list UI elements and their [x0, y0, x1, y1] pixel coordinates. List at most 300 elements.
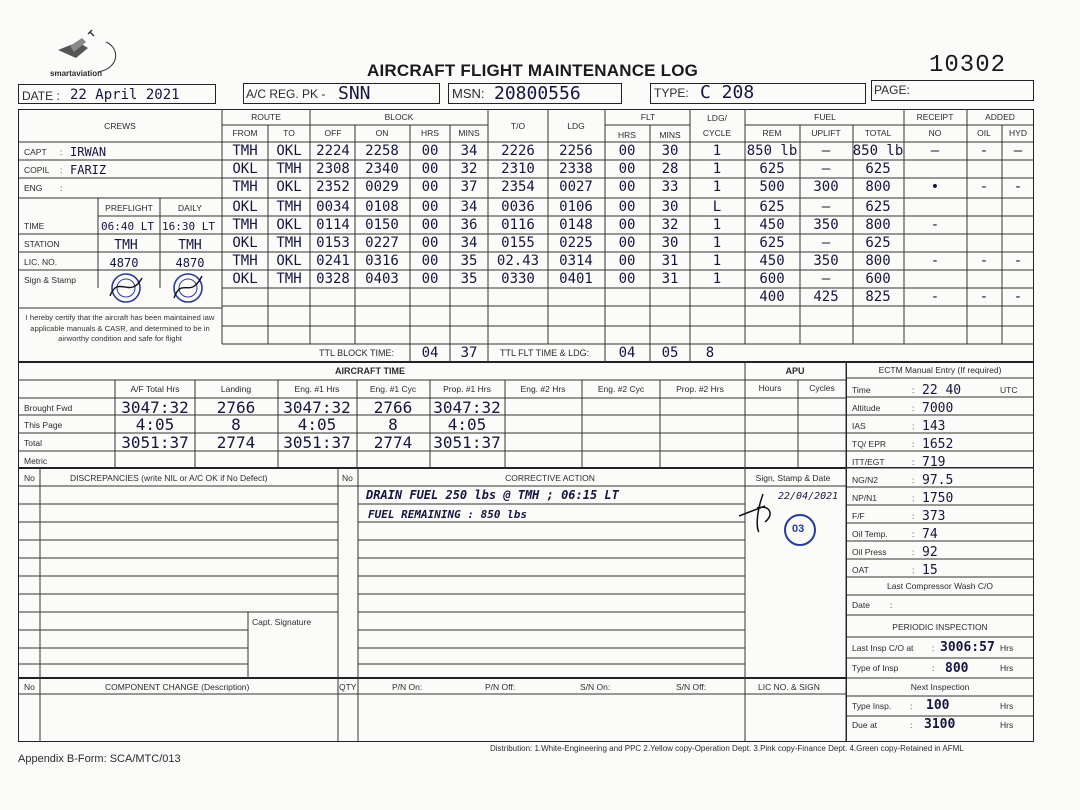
ectm-itt-label: ITT/EGT [852, 457, 885, 467]
copil-name: FARIZ [70, 163, 107, 177]
ectm-oilpress-label: Oil Press [852, 547, 887, 557]
flight-mins: 32 [661, 217, 679, 233]
receipt-no: — [930, 143, 940, 159]
copil-label: COPIL [24, 165, 50, 175]
disc-no-label: No [24, 473, 35, 483]
ectm-time-colon: : [912, 385, 915, 395]
aircraft-time-value: 3047:32 [283, 398, 351, 417]
type-insp-label: Type of Insp [852, 663, 899, 673]
fuel-rem: 625 [759, 199, 785, 215]
aircraft-time-header: Prop. #1 Hrs [443, 384, 491, 394]
time-daily: 16:30 LT [162, 220, 215, 233]
block-hrs: 00 [421, 235, 439, 251]
capt-signature-label: Capt. Signature [252, 617, 312, 627]
fuel-uplift: — [821, 199, 831, 215]
aircraft-time-value: 2774 [216, 433, 256, 452]
block-hrs: 00 [421, 143, 439, 159]
disc-title: DISCREPANCIES (write NIL or A/C OK if No Defect) [70, 473, 268, 483]
col-to: TO [283, 128, 295, 138]
block-hrs: 00 [421, 271, 439, 287]
ldg-cycle: 1 [712, 143, 722, 159]
copil-colon: : [60, 165, 63, 175]
landing-time: 0225 [559, 235, 593, 251]
form-number: Appendix B-Form: SCA/MTC/013 [18, 753, 181, 765]
fuel-total: 800 [865, 179, 891, 195]
col-block: BLOCK [384, 112, 414, 122]
ectm-np-label: NP/N1 [852, 493, 878, 503]
aircraft-time-value: 3051:37 [283, 433, 351, 452]
block-mins: 37 [460, 179, 478, 195]
flight-mins: 33 [661, 179, 679, 195]
col-oil: OIL [977, 128, 991, 138]
type-insp-unit: Hrs [1000, 663, 1014, 673]
col-hyd: HYD [1009, 128, 1027, 138]
msn-value: 20800556 [494, 83, 581, 104]
col-ldg-cycle-2: CYCLE [702, 128, 732, 138]
form-title: AIRCRAFT FLIGHT MAINTENANCE LOG [367, 61, 699, 80]
block-off: 0241 [316, 253, 350, 269]
flight-from: OKL [232, 235, 258, 251]
due-value: 3100 [924, 717, 956, 732]
takeoff-time: 0155 [501, 235, 535, 251]
next-type-colon: : [910, 701, 913, 711]
col-total: TOTAL [864, 128, 892, 138]
acreg-label: A/C REG. PK - [246, 87, 326, 101]
fuel-total: 600 [865, 271, 891, 287]
flight-to: OKL [276, 253, 302, 269]
added-oil: - [979, 253, 989, 269]
aircraft-time-value: 4:05 [447, 415, 487, 434]
col-ldg-cycle: LDG/ [707, 113, 727, 123]
ttl-block-mins: 37 [460, 345, 478, 361]
aircraft-time-value: 2766 [216, 398, 256, 417]
lic-preflight: 4870 [109, 256, 139, 270]
ectm-ias-value: 143 [922, 419, 946, 434]
aircraft-time-row-label: Total [24, 438, 42, 448]
receipt-no: - [930, 253, 940, 269]
capt-colon: : [60, 147, 63, 157]
ectm-title: ECTM Manual Entry (If required) [878, 365, 1002, 375]
last-insp-value: 3006:57 [940, 640, 995, 655]
flight-to: OKL [276, 143, 302, 159]
ectm-oiltemp-colon: : [912, 529, 915, 539]
block-hrs: 00 [421, 199, 439, 215]
ectm-ias-label: IAS [852, 421, 866, 431]
block-on: 2258 [365, 143, 399, 159]
col-flt: FLT [640, 112, 656, 122]
ectm-tq-colon: : [912, 439, 915, 449]
page-label: PAGE: [874, 83, 910, 97]
fuel-uplift: — [821, 161, 831, 177]
aircraft-time-header: Eng. #1 Hrs [294, 384, 340, 394]
sign-stamp-date-label: Sign, Stamp & Date [755, 473, 831, 483]
aircraft-time-value: 4:05 [297, 415, 337, 434]
receipt-no: • [930, 179, 940, 195]
col-route: ROUTE [251, 112, 281, 122]
col-to-time: T/O [510, 121, 526, 131]
lic-daily: 4870 [175, 256, 205, 270]
next-type-label: Type Insp. [852, 701, 892, 711]
block-mins: 35 [460, 271, 478, 287]
fuel-rem: 400 [759, 289, 785, 305]
aircraft-time-value: 4:05 [135, 415, 175, 434]
ectm-oilpress-value: 92 [922, 545, 938, 560]
flight-to: TMH [276, 235, 302, 251]
flight-from: TMH [232, 179, 258, 195]
landing-time: 0314 [559, 253, 593, 269]
apu-hours: Hours [758, 383, 782, 393]
col-receipt: RECEIPT [916, 112, 954, 122]
ldg-cycle: 1 [712, 271, 722, 287]
aircraft-time-value: 2766 [373, 398, 413, 417]
capt-name: IRWAN [70, 145, 107, 159]
ectm-np-colon: : [912, 493, 915, 503]
landing-time: 0401 [559, 271, 593, 287]
flight-mins: 30 [661, 143, 679, 159]
aircraft-time-title: AIRCRAFT TIME [335, 366, 405, 376]
capt-label: CAPT [24, 147, 47, 157]
last-insp-unit: Hrs [1000, 643, 1014, 653]
block-on: 0150 [365, 217, 399, 233]
pn-on-label: P/N On: [392, 682, 423, 692]
compressor-title: Last Compressor Wash C/O [887, 581, 993, 591]
takeoff-time: 2354 [501, 179, 535, 195]
corrective-action-line-1: DRAIN FUEL 250 lbs @ TMH ; 06:15 LT [366, 488, 619, 502]
time-preflight: 06:40 LT [101, 220, 154, 233]
fuel-total: 850 lb [852, 143, 904, 159]
station-label: STATION [24, 239, 60, 249]
ectm-itt-colon: : [912, 457, 915, 467]
time-label: TIME [24, 221, 45, 231]
ectm-time-value: 22 40 [922, 383, 962, 398]
block-on: 2340 [365, 161, 399, 177]
landing-time: 0027 [559, 179, 593, 195]
daily-label: DAILY [178, 203, 202, 213]
flight-hrs: 00 [618, 271, 636, 287]
eng-colon: : [60, 183, 63, 193]
ldg-cycle: 1 [712, 179, 722, 195]
block-on: 0316 [365, 253, 399, 269]
ectm-ff-colon: : [912, 511, 915, 521]
landing-time: 2256 [559, 143, 593, 159]
takeoff-time: 0330 [501, 271, 535, 287]
aircraft-time-header: Eng. #2 Cyc [597, 384, 645, 394]
stamp-number: 03 [792, 523, 805, 535]
date-label: DATE : [22, 89, 60, 103]
block-off: 2224 [316, 143, 350, 159]
col-receipt-no: NO [928, 128, 942, 138]
ttl-block-hrs: 04 [421, 345, 439, 361]
serial-number: 10302 [929, 52, 1007, 79]
ectm-altitude-label: Altitude [852, 403, 881, 413]
next-type-value: 100 [926, 698, 950, 713]
apu-title: APU [785, 366, 805, 376]
flight-hrs: 00 [618, 217, 636, 233]
ectm-ff-value: 373 [922, 509, 946, 524]
col-from: FROM [232, 128, 258, 138]
fuel-rem: 450 [759, 217, 785, 233]
fuel-total: 825 [865, 289, 891, 305]
aircraft-time-header: Prop. #2 Hrs [676, 384, 724, 394]
flight-hrs: 00 [618, 235, 636, 251]
block-off: 0328 [316, 271, 350, 287]
ldg-cycle: 1 [712, 161, 722, 177]
next-insp-title: Next Inspection [910, 682, 970, 692]
station-daily: TMH [178, 238, 202, 253]
due-label: Due at [852, 720, 878, 730]
fuel-rem: 625 [759, 235, 785, 251]
aircraft-time-header: A/F Total Hrs [130, 384, 180, 394]
flight-from: OKL [232, 199, 258, 215]
block-off: 2352 [316, 179, 350, 195]
corrective-action-line-2: FUEL REMAINING : 850 lbs [368, 508, 527, 521]
flight-to: OKL [276, 179, 302, 195]
added-hyd: - [1013, 253, 1023, 269]
certify-text: I hereby certify that the aircraft has been maintained iaw applicable manuals & CASR, and determined to be in airworthy condition and safe for flight [25, 313, 215, 343]
col-added: ADDED [985, 112, 1015, 122]
col-ldg: LDG [567, 121, 585, 131]
flight-hrs: 00 [618, 253, 636, 269]
flight-to: TMH [276, 161, 302, 177]
ectm-ng-colon: : [912, 475, 915, 485]
col-mins: MINS [458, 128, 480, 138]
aircraft-time-value: 3051:37 [121, 433, 189, 452]
ectm-oiltemp-label: Oil Temp. [852, 529, 888, 539]
flight-from: TMH [232, 253, 258, 269]
fuel-total: 625 [865, 161, 891, 177]
flight-from: TMH [232, 217, 258, 233]
flight-from: OKL [232, 161, 258, 177]
ectm-altitude-colon: : [912, 403, 915, 413]
due-colon: : [910, 720, 913, 730]
col-fuel: FUEL [814, 112, 836, 122]
due-unit: Hrs [1000, 720, 1014, 730]
type-insp-value: 800 [945, 661, 969, 676]
block-on: 0403 [365, 271, 399, 287]
aircraft-time-value: 3047:32 [121, 398, 189, 417]
fuel-rem: 625 [759, 161, 785, 177]
fuel-total: 800 [865, 217, 891, 233]
flight-from: TMH [232, 143, 258, 159]
col-rem: REM [762, 128, 782, 138]
comp-no-label: No [24, 682, 35, 692]
col-flt-mins: MINS [659, 130, 681, 140]
ttl-flt-label: TTL FLT TIME & LDG: [500, 348, 590, 358]
corrective-title: CORRECTIVE ACTION [505, 473, 595, 483]
flight-hrs: 00 [618, 199, 636, 215]
block-hrs: 00 [421, 253, 439, 269]
aircraft-time-row-label: Metric [24, 456, 48, 466]
flight-mins: 30 [661, 235, 679, 251]
added-hyd: - [1013, 179, 1023, 195]
ldg-cycle: 1 [712, 235, 722, 251]
ectm-oilpress-colon: : [912, 547, 915, 557]
last-insp-label: Last Insp C/O at [852, 643, 914, 653]
ectm-np-value: 1750 [922, 491, 954, 506]
flight-mins: 31 [661, 271, 679, 287]
flight-to: OKL [276, 217, 302, 233]
block-on: 0108 [365, 199, 399, 215]
ttl-flt-hrs: 04 [618, 345, 636, 361]
ectm-ff-label: F/F [852, 511, 865, 521]
block-mins: 34 [460, 235, 478, 251]
ldg-cycle: 1 [712, 253, 722, 269]
distribution-note: Distribution: 1.White-Engineering and PPC 2.Yellow copy-Operation Dept. 3.Pink copy-Finance Dept. 4.Green copy-Retained in AFML [490, 744, 964, 753]
aircraft-time-header: Eng. #2 Hrs [520, 384, 566, 394]
block-off: 0034 [316, 199, 350, 215]
ectm-tq-value: 1652 [922, 437, 954, 452]
msn-label: MSN: [452, 86, 485, 101]
flight-mins: 28 [661, 161, 679, 177]
fuel-uplift: 425 [813, 289, 839, 305]
type-insp-colon: : [932, 663, 935, 673]
sn-on-label: S/N On: [580, 682, 611, 692]
landing-time: 0106 [559, 199, 593, 215]
ectm-tq-label: TQ/ EPR [852, 439, 887, 449]
flight-hrs: 00 [618, 179, 636, 195]
fuel-rem: 450 [759, 253, 785, 269]
ldg-cycle: 1 [712, 217, 722, 233]
ectm-oat-colon: : [912, 565, 915, 575]
flight-hrs: 00 [618, 161, 636, 177]
ttl-block-label: TTL BLOCK TIME: [319, 348, 395, 358]
fuel-total: 800 [865, 253, 891, 269]
ectm-time-label: Time [852, 385, 871, 395]
aircraft-time-value: 3051:37 [433, 433, 501, 452]
fuel-uplift: — [821, 271, 831, 287]
col-crews: CREWS [104, 121, 136, 131]
takeoff-time: 02.43 [496, 253, 540, 269]
block-mins: 35 [460, 253, 478, 269]
logo-text: smartaviation [50, 69, 103, 78]
added-oil: - [979, 289, 989, 305]
comp-qty-label: QTY [339, 682, 357, 692]
ectm-ng-value: 97.5 [922, 473, 954, 488]
ttl-ldg: 8 [705, 345, 715, 361]
fuel-uplift: 350 [813, 253, 839, 269]
col-hrs: HRS [421, 128, 439, 138]
aircraft-time-row-label: This Page [24, 420, 63, 430]
landing-time: 2338 [559, 161, 593, 177]
aircraft-time-value: 8 [388, 415, 398, 434]
ttl-flt-mins: 05 [661, 345, 679, 361]
aircraft-time-header: Landing [220, 384, 252, 394]
block-on: 0029 [365, 179, 399, 195]
col-off: OFF [324, 128, 342, 138]
flight-to: TMH [276, 271, 302, 287]
ectm-oat-label: OAT [852, 565, 869, 575]
periodic-title: PERIODIC INSPECTION [892, 622, 988, 632]
block-off: 0114 [316, 217, 350, 233]
last-insp-colon: : [932, 643, 935, 653]
sign-date: 22/04/2021 [778, 491, 839, 502]
sn-off-label: S/N Off: [676, 682, 707, 692]
block-mins: 34 [460, 199, 478, 215]
sign-stamp-label: Sign & Stamp [24, 275, 76, 285]
eng-label: ENG [24, 183, 43, 193]
flight-from: OKL [232, 271, 258, 287]
fuel-total: 625 [865, 235, 891, 251]
fuel-uplift: 300 [813, 179, 839, 195]
fuel-rem: 500 [759, 179, 785, 195]
block-mins: 32 [460, 161, 478, 177]
fuel-rem: 600 [759, 271, 785, 287]
added-oil: - [979, 179, 989, 195]
ectm-time-unit: UTC [1000, 385, 1018, 395]
aircraft-time-header: Eng. #1 Cyc [369, 384, 417, 394]
flight-mins: 30 [661, 199, 679, 215]
next-type-unit: Hrs [1000, 701, 1014, 711]
ectm-oiltemp-value: 74 [922, 527, 938, 542]
block-off: 2308 [316, 161, 350, 177]
flight-mins: 31 [661, 253, 679, 269]
type-label: TYPE: [654, 86, 689, 100]
block-mins: 36 [460, 217, 478, 233]
block-hrs: 00 [421, 217, 439, 233]
preflight-label: PREFLIGHT [105, 203, 153, 213]
comp-desc-label: COMPONENT CHANGE (Description) [105, 682, 250, 692]
takeoff-time: 2226 [501, 143, 535, 159]
aircraft-time-value: 2774 [373, 433, 413, 452]
lic-label: LIC. NO. [24, 257, 58, 267]
type-value: C 208 [700, 82, 755, 103]
aircraft-time-value: 3047:32 [433, 398, 501, 417]
compressor-date-label: Date [852, 600, 870, 610]
ldg-cycle: L [712, 199, 722, 215]
fuel-uplift: — [821, 143, 831, 159]
takeoff-time: 0116 [501, 217, 535, 233]
takeoff-time: 0036 [501, 199, 535, 215]
date-value: 22 April 2021 [70, 87, 180, 103]
aircraft-time-value: 8 [231, 415, 241, 434]
added-oil: - [979, 143, 989, 159]
block-hrs: 00 [421, 179, 439, 195]
block-on: 0227 [365, 235, 399, 251]
fuel-uplift: 350 [813, 217, 839, 233]
lic-sign-label: LIC NO. & SIGN [758, 682, 820, 692]
receipt-no: - [930, 217, 940, 233]
flight-to: TMH [276, 199, 302, 215]
ectm-oat-value: 15 [922, 563, 938, 578]
block-mins: 34 [460, 143, 478, 159]
added-hyd: — [1013, 143, 1023, 159]
ectm-ng-label: NG/N2 [852, 475, 878, 485]
block-hrs: 00 [421, 161, 439, 177]
apu-cycles: Cycles [809, 383, 835, 393]
flight-hrs: 00 [618, 143, 636, 159]
aircraft-time-row-label: Brought Fwd [24, 403, 73, 413]
action-no-label: No [342, 473, 353, 483]
ectm-altitude-value: 7000 [922, 401, 954, 416]
added-hyd: - [1013, 289, 1023, 305]
ectm-itt-value: 719 [922, 455, 946, 470]
fuel-rem: 850 lb [746, 143, 798, 159]
station-preflight: TMH [114, 238, 138, 253]
ectm-ias-colon: : [912, 421, 915, 431]
fuel-total: 625 [865, 199, 891, 215]
block-off: 0153 [316, 235, 350, 251]
landing-time: 0148 [559, 217, 593, 233]
compressor-date-colon: : [890, 600, 893, 610]
acreg-value: SNN [338, 83, 371, 104]
pn-off-label: P/N Off: [485, 682, 516, 692]
takeoff-time: 2310 [501, 161, 535, 177]
col-flt-hrs: HRS [618, 130, 636, 140]
col-on: ON [375, 128, 389, 138]
receipt-no: - [930, 289, 940, 305]
col-uplift: UPLIFT [811, 128, 841, 138]
fuel-uplift: — [821, 235, 831, 251]
